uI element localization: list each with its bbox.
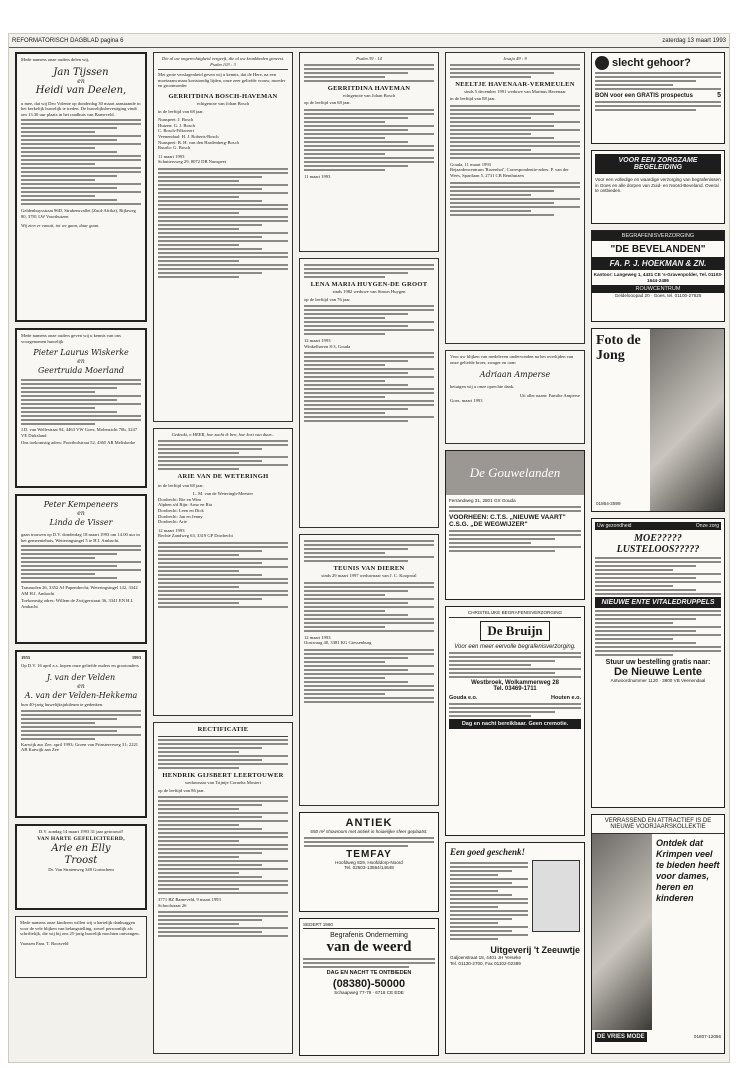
obituary-quote: Jesaja 49 : 9 [503, 56, 527, 61]
newspaper-page [8, 33, 730, 1063]
ad-brand: FA. P. J. HOEKMAN & ZN. [592, 257, 724, 270]
announcement-address: Geldenhuysstraat 96D, Strubensvallei (Zuid-Afrika), Rijlaweg 80, 3781 LW Voorthuizen [21, 208, 136, 219]
ad-rouwcentrum: ROUWCENTRUM [592, 285, 724, 293]
obituary-address: Winkelhaven 8-3, Gouda [304, 343, 351, 349]
body-text-lines [158, 440, 288, 470]
announcement-sub: hun 40-jarig huwelijksjubileum te gedenken. [21, 702, 104, 708]
body-text-lines [158, 911, 288, 937]
coupon-number: 5 [717, 92, 721, 99]
ad-header-band [446, 451, 584, 495]
bride-name: Geertruida Moerland [37, 366, 125, 376]
body-text-lines [304, 649, 434, 703]
ad-body: 650 m² showroom met antiek in hoiaeiijke sfeer geplaatst. [310, 829, 428, 834]
ad-text-lines [449, 652, 581, 678]
obituary-address: Schuttersweg 29, 8072 DB Nunspeet [158, 159, 227, 165]
thanks-body: Mede namens onze kinderen willen wij u hartelijk danksaggen voor de vele blijken van belangstelling, zowel persoonlijk als schriftelijk, die wij bij ons 25-jarig huwelijk mochten ontvangen. [20, 920, 140, 937]
ad-footer: Antwoordnummer 1120 · 3900 VB Veenendaal [610, 678, 706, 683]
deceased-name: ARIE VAN DE WETERINGH [177, 472, 269, 480]
thanks-date: Goes, maart 1993 [450, 398, 483, 404]
ad-head [595, 522, 721, 530]
announcement-footer: Ons toekomstig adres: Poortbolstraat 52, 4365 AR Meliskerke [21, 440, 136, 446]
ad-text-lines [595, 72, 721, 90]
deceased-name: NEELTJE HAVENAAR-VERMEULEN [455, 80, 575, 88]
ad-slogan: DAG EN NACHT TE ONTBIEDEN [326, 969, 412, 976]
ad-phone: (08380)-50000 [332, 977, 406, 990]
family-member: Dordrecht: Rie en Wim [158, 496, 201, 502]
body-text-lines [158, 739, 288, 769]
announcement-body: Op D.V. 16 april a.s. hopen onze geliefde ouders en grootouders [21, 662, 139, 668]
ad-rouwcentrum-address: Geldelooopad 20 · Goes, tel. 01100-27625 [614, 293, 702, 299]
ad-head-left: Uw gezondheid [597, 523, 632, 529]
obituary-intro: Met grote verslagenheid geven wij u kennis, dat de Here, na een moeizaam maar kortstondig lijden, onze zeer geliefde vrouw, moeder en grootmoeder [158, 72, 286, 89]
ad-head [303, 922, 435, 929]
obituary-havenaar-vermeulen [445, 52, 585, 344]
body-text-lines [304, 352, 434, 422]
wedding-announcement-tijssen [15, 52, 147, 322]
deceased-name: GERRITDINA HAVEMAN [327, 84, 411, 92]
book-cover-image [532, 860, 580, 932]
ad-slogan: Voor een meer eervolle begrafenisverzorging. [454, 643, 576, 650]
wedding-announcement-kempeneers [15, 494, 147, 644]
coupon-field-lines [595, 101, 721, 111]
thanks-line: betuigen wij u onze oprechte dank. [450, 384, 515, 390]
ad-head-text: SEDERT 1960 [303, 922, 333, 927]
obituary-quote: Die al uw ongerechtigheid vergeeft, die al uw krankheden geneest. Psalm 103 : 3 [161, 56, 285, 67]
ad-body: Voor een volledige en waardige verzorging van begrafenissen in Goes en alle dorpen van Zuid- en Noord-Beveland. Overal te ontbieden. [595, 177, 721, 194]
ad-brand: DE VRIES MODE [597, 1034, 645, 1040]
family-member: Dordrecht: Arie [158, 519, 187, 525]
announcement-footer: Toekomstig adres: Willem de Zwijgerstraat 36, 3341 EN H.I. Ambacht [21, 598, 134, 609]
conjunction: en [77, 510, 85, 517]
ad-brand: TEMFAY [346, 848, 392, 860]
ad-slecht-gehoor [591, 52, 725, 144]
announcement-address: J.D. van Wellestraat 94, 4463 VW Goes; Molenzicht 70b, 3247 VE Dirksland [21, 427, 138, 438]
thanks-sign: Uit aller naam: Familie Amperse [519, 392, 580, 398]
ad-address: Hoofdweg 829, Hoofddorp-Noord [335, 859, 403, 865]
ad-title: VOOR EEN ZORGZAME BEGELEIDING [595, 154, 721, 174]
deceased-age: op de leeftijd van 86 jaar. [158, 787, 205, 793]
ad-phone: Tel. 03469-1711 [493, 685, 537, 692]
ad-de-bevelanden [591, 230, 725, 322]
divider [158, 736, 288, 737]
deceased-name: Adriaan Amperse [479, 370, 551, 380]
obituary-teunis-van-dieren [299, 534, 439, 806]
ad-former-name-1: VOORHEEN: C.T.S. „NIEUWE VAART" [449, 513, 566, 521]
anniversary-date: D.V. zondag 14 maart 1993 31 jaar getrouwd! [38, 829, 124, 834]
family-member: Nunspeet: B. H. van den Hardenberg-Bosch [158, 139, 239, 145]
ad-text-lines [304, 837, 434, 847]
obituary-date: 11 maart 1993 [304, 173, 331, 179]
ad-phone: 01864-2599 [596, 501, 621, 507]
ad-zorgzame-begeleiding [591, 150, 725, 224]
deceased-age: in de leeftijd van 88 jaar. [450, 96, 496, 102]
thank-you-notice-amperse [445, 350, 585, 444]
obituary-date: 12 maart 1993 [304, 634, 331, 640]
bride-name: Linda de Visser [49, 518, 113, 527]
announcement-body: gaan trouwen op D.V. donderdag 18 maart 1993 om 14.00 uur in het gemeentehuis, Wetteringsingel 5 te H.I. Ambacht. [21, 532, 140, 543]
ad-title: Uitgeverij 't Zeeuwtje [490, 945, 580, 955]
announcement-intro: Mede namens onze ouders delen wij, [21, 57, 90, 62]
ad-address: Kantoor: Langeweg 1, 4431 CE 's-Gravenpolder, Tel. 01103-1644-2486 [593, 272, 723, 283]
conjunction: en [77, 683, 85, 691]
ad-title: MOE????? LUSTELOOS????? [616, 533, 700, 555]
header-title: REFORMATORISCH DAGBLAD pagina 6 [12, 37, 124, 44]
ad-brand: De Nieuwe Lente [613, 666, 703, 678]
anniversary-announcement-velden [15, 650, 147, 818]
obituary-date: Gouda, 11 maart 1993 [450, 161, 491, 167]
ad-phone: Tel. 01130-2700, Fax 01102-02389 [450, 960, 521, 966]
obituary-address: Oostwaag 40, 3381 KG Giessenburg [304, 640, 372, 646]
announcement-footer: Wij zien er vanuit, tot we gaan, daar gaan. [21, 222, 100, 228]
body-text-lines [450, 182, 580, 216]
deceased-name: HENDRIK GIJSBERT LEERTOUWER [162, 772, 284, 779]
ad-de-nieuwe-lente [591, 518, 725, 808]
wedding-photo-image [650, 329, 724, 511]
obituary-quote: Psalm 39 : 14 [356, 56, 382, 61]
bride-name: Heidi van Deelen, [35, 84, 127, 96]
family-list-lines [304, 305, 434, 335]
obituary-quote: Gedenkt, o HEER, hoe zacht ik ben, hoe kort van duur... [171, 432, 275, 437]
coupon-label: BON voor een GRATIS prospectus [595, 92, 693, 99]
anniversary-years [21, 655, 141, 661]
announcement-body: u mee, dat wij Deo Volente op donderdag 30 maart aanstaande in het kerkelijk huwelijk te treden. De huwelijksbevestiging vindt om 13.30 uur plaats in het raadhuis van Barneveld. [21, 100, 141, 117]
family-member: Veenendaal: H. J. Roberts-Bosch [158, 133, 219, 139]
congratulation-title: VAN HARTE GEFELICITEERD, [37, 835, 125, 842]
body-text-lines [21, 710, 141, 740]
deceased-spouse: sinds 5 december 1991 weduwe van Marinus Havenaar [464, 88, 566, 94]
thank-you-notice-roosveld [15, 916, 147, 978]
office-gouda: Gouda e.o. [449, 694, 478, 701]
person-name: J. van der Velden [46, 673, 116, 683]
ad-subtitle: NIEUWE ENTE VITALEDRUPPELS [595, 597, 721, 608]
wedding-announcement-wiskerke [15, 328, 147, 488]
ad-phone: Tel. 02503-13564/14648 [344, 865, 394, 871]
congratulation-address: Dr. Van Stratenweg 349 Gorinchem [48, 866, 114, 872]
obituary-address: Schoolstraat 26 [158, 902, 187, 908]
announcement-address: Karwijk aus Zee, april 1993; Groen van Prinstererweg 31; 2221 AB Katwijk aan Zee [21, 741, 139, 753]
ad-title: VERRASSEND EN ATTRACTIEF IS DE NIEUWE VOORJAARSKOLLEKTIE [592, 815, 724, 834]
office-houten: Houten e.o. [551, 694, 581, 701]
obituary-date: 11 maart 1993 [158, 153, 185, 159]
ad-foto-de-jong [591, 328, 725, 512]
year-start: 1955 [21, 655, 31, 660]
deceased-name: TEUNIS VAN DIEREN [333, 565, 405, 572]
deceased-spouse: weduwnaar van Trijntje Cornelia Mostert [184, 780, 262, 785]
ear-icon [595, 56, 609, 70]
thanks-footer: Vaassen Fam. T. Roosveld [20, 940, 69, 946]
groom-name: Peter Kempeneers [43, 500, 119, 509]
groom-name: Pieter Laurus Wiskerke [33, 348, 129, 358]
couple-surname: Troost [64, 854, 98, 866]
groom-name: Jan Tijssen [53, 66, 109, 78]
deceased-name: GERRITDINA BOSCH-HAVEMAN [168, 92, 278, 100]
ad-slogan: Ontdek dat Krimpen veel te bieden heeft voor dames, heren en kinderen [656, 838, 720, 903]
family-member: L. M. van de Weteringh-Meester [192, 491, 253, 497]
ad-offices [449, 695, 581, 701]
ad-address: Schaapweg 77-79 · 6718 CE EDE [334, 989, 404, 995]
ad-phone: 01807-12056 [693, 1034, 721, 1040]
body-text-lines [304, 540, 434, 562]
family-member: Nunspeet: J. Bosch [158, 117, 194, 123]
deceased-spouse: sinds 29 maart 1997 weduwnaar van J. C. Kooproal [321, 573, 417, 578]
ad-footer: Dag en nacht bereikbaar. Geen cremotie. [449, 719, 581, 729]
ad-address: Galjoenstraat 18, 4401 JH Yerseke [450, 955, 521, 960]
family-member: Dordrecht: Leen en Dick [158, 507, 204, 513]
family-list-lines [158, 796, 288, 894]
ad-text-lines [303, 958, 435, 968]
body-text-lines [21, 119, 141, 205]
deceased-spouse: echtgenote van Johan Bosch [342, 92, 396, 98]
ad-de-vries-mode [591, 814, 725, 1054]
ad-brand: van de weerd [326, 938, 412, 955]
obituary-date: 12 maart 1993 [304, 338, 331, 344]
family-member: Alphen a/d Rijn: Arno en Ria [158, 502, 212, 508]
couple-names: Arie en Elly [51, 842, 111, 854]
ad-head: CHRISTELIJKE BEGRAFENISVERZORGING [449, 610, 581, 618]
obituary-date: 3771 BZ Barneveld, 9 maart 1993 [158, 897, 221, 903]
ad-title: De Gouwelanden [469, 465, 561, 480]
family-member: Dordrecht: Jan en Jenny [158, 513, 203, 519]
body-text-lines [21, 379, 141, 425]
obituary-huygen-de-groot [299, 258, 439, 528]
ad-text-lines [449, 530, 581, 552]
body-text-lines [304, 64, 434, 82]
family-list-lines [304, 109, 434, 171]
deceased-age: op de leeftijd van 68 jaar. [304, 100, 351, 106]
ad-text-lines [449, 506, 581, 512]
obituary-date: 12 maart 1993 [158, 527, 185, 533]
ad-former-name-2: C.S.G. „DE WEGWIJZER" [449, 520, 528, 528]
ad-head: Een goed geschenk! [450, 847, 525, 857]
deceased-age: in de leeftijd van 68 jaar. [158, 108, 204, 114]
obituary-address: Rechte Zandweg 63, 3319 GP Dordrecht [158, 533, 233, 539]
page-header [9, 34, 729, 48]
ad-text-lines [450, 860, 528, 942]
family-member: Ruurlo: G. Bosch [158, 145, 191, 151]
ad-uitgeverij-zeeuwtje [445, 842, 585, 1054]
obituary-address: Bejaardencentrum 'Rozenhof', Correspondentie-adres: P. van der Wees, Spartlaan 5, 2731 CB Benthuizen [450, 167, 569, 178]
body-text-lines [21, 545, 141, 583]
deceased-spouse: sinds 1982 weduwe van Simon Huygen [332, 289, 406, 294]
ad-title: Foto de Jong [596, 333, 641, 363]
ad-head: BEGRAFENISVERZORGING [592, 231, 724, 241]
family-member: C. Bosch-Filkweert [158, 128, 194, 134]
conjunction: en [77, 77, 85, 85]
ad-head-right: Onze zorg [695, 523, 719, 529]
deceased-age: op de leeftijd van 76 jaar. [304, 296, 351, 302]
order-form-lines [595, 610, 721, 656]
ad-text-lines [449, 703, 581, 717]
ad-address: Westbroek, Wolkammerweg 28 [471, 679, 559, 686]
divider [158, 69, 288, 70]
family-member: Huizen: G. J. Bosch [158, 122, 195, 128]
ad-title: slecht gehoor? [612, 57, 691, 69]
body-text-lines [158, 168, 288, 278]
deceased-spouse: echtgenote van Johan Bosch [196, 100, 250, 106]
ad-text-lines [595, 557, 721, 595]
family-list-lines [304, 582, 434, 632]
obituary-gerritdina-haveman [299, 52, 439, 252]
rectification-title: RECTIFICATIE [197, 726, 249, 733]
ad-title: "DE BEVELANDEN" [610, 244, 706, 255]
ad-de-gouwelanden [445, 450, 585, 600]
ad-van-de-weerd [299, 918, 439, 1056]
obituary-bosch-haveman [153, 52, 293, 422]
ad-address: Ferrandweg 31, 2801 GX Gouda [449, 498, 516, 503]
ad-de-bruijn [445, 606, 585, 836]
header-date: zaterdag 13 maart 1993 [662, 37, 726, 44]
family-photo-image [592, 834, 652, 1030]
deceased-name: LENA MARIA HUYGEN-DE GROOT [310, 281, 428, 288]
thanks-body: Voor uw blijken van medeleven ondervonden na het overlijden van onze geliefde broer, zwager en oom [450, 354, 574, 365]
deceased-age: in de leeftijd van 68 jaar. [158, 482, 204, 488]
conjunction: en [77, 358, 85, 366]
ad-title: Begrafenis Onderneming [330, 931, 408, 939]
announcement-intro: Mede namens onze ouders geven wij u kennis van ons voorgenomen huwelijk [21, 333, 121, 344]
ad-title: ANTIEK [345, 817, 393, 829]
ad-brand: De Bruijn [480, 621, 549, 641]
partner-name: A. van der Velden-Hekkema [24, 691, 138, 701]
congratulation-troost [15, 824, 147, 910]
rectification-leertouwer [153, 722, 293, 1054]
family-list-lines [450, 105, 580, 159]
ad-cta: Stuur uw bestelling gratis naar: [605, 659, 711, 666]
year-end: 1993 [131, 655, 141, 660]
obituary-van-de-weteringh [153, 428, 293, 716]
body-text-lines [158, 542, 288, 608]
body-text-lines [450, 64, 580, 78]
announcement-address: Traumolen 26, 3352 AJ Papendrecht; Weteringsingel 142, 3342 AM H.I. Ambacht [21, 585, 138, 596]
ad-antiek-temfay [299, 812, 439, 912]
body-text-lines [304, 264, 434, 278]
